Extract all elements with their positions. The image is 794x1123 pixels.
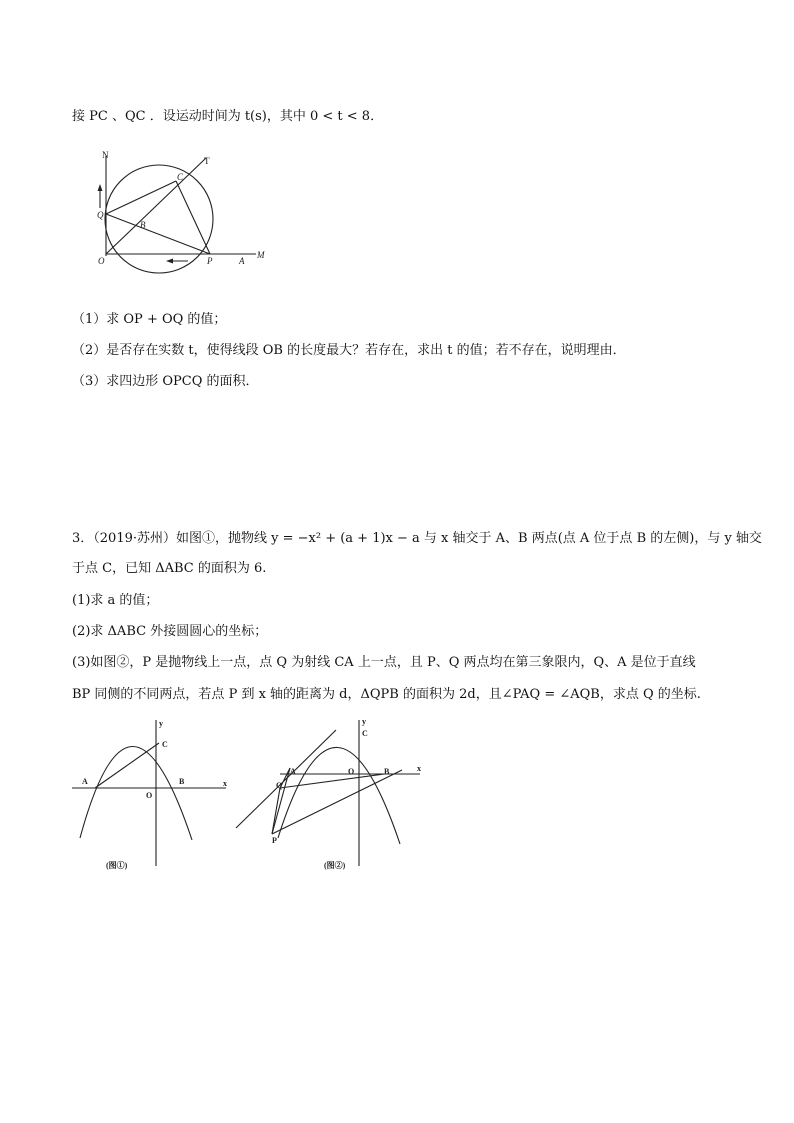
question-2: （2）是否存在实数 t，使得线段 OB 的长度最大？若存在，求出 t 的值；若不存在，说明理由． [72, 343, 626, 358]
question-1: （1）求 OP + OQ 的值； [72, 312, 227, 327]
fig1-label-O: O [146, 791, 153, 800]
label-T: T [204, 156, 210, 166]
label-A: A [239, 256, 245, 266]
label-M: M [257, 250, 265, 260]
problem3-question-3-line1: (3)如图②，P 是抛物线上一点，点 Q 为射线 CA 上一点，且 P、Q 两点均在第三象限内，Q、A 是位于直线 [72, 655, 696, 670]
fig1-label-x: x [223, 779, 227, 788]
question-3: （3）求四边形 OPCQ 的面积． [72, 374, 259, 389]
fig2-label-P: P [272, 836, 277, 845]
parabola-figure-1 [68, 716, 233, 874]
label-N: N [102, 150, 109, 160]
label-O: O [98, 256, 105, 266]
fig2-label-O: O [348, 767, 355, 776]
label-B: B [140, 220, 146, 230]
problem3-question-2: (2)求 ΔABC 外接圆圆心的坐标； [72, 624, 268, 639]
circle-figure [88, 148, 278, 288]
problem2-intro: 接 PC 、QC ．设运动时间为 t(s)，其中 0 < t < 8． [72, 109, 384, 124]
fig2-label-B: B [384, 767, 390, 776]
fig1-label-C: C [162, 740, 168, 749]
problem3-statement-line2: 于点 C，已知 ΔABC 的面积为 6. [72, 561, 267, 576]
problem3-question-3-line2: BP 同侧的不同两点，若点 P 到 x 轴的距离为 d，ΔQPB 的面积为 2d，且∠PAQ = ∠AQB，求点 Q 的坐标. [72, 687, 701, 702]
fig1-caption: (图①) [106, 861, 128, 870]
fig2-label-y: y [362, 717, 366, 726]
fig1-label-B: B [179, 777, 185, 786]
fig1-label-A: A [82, 777, 88, 786]
problem3-statement-line1: 3．（2019·苏州）如图①，抛物线 y = −x² + (a + 1)x − a 与 x 轴交于 A、B 两点(点 A 位于点 B 的左侧)，与 y 轴交 [72, 531, 762, 546]
fig1-label-y: y [159, 719, 163, 728]
fig2-label-x: x [417, 764, 421, 773]
fig2-label-A: A [290, 767, 296, 776]
problem3-question-1: (1)求 a 的值； [72, 593, 159, 608]
fig2-label-Q: Q [276, 781, 283, 790]
label-P: P [207, 256, 213, 266]
label-Q: Q [97, 210, 104, 220]
fig2-label-C: C [362, 729, 368, 738]
parabola-figure-2 [232, 716, 432, 874]
fig2-caption: (图②) [324, 861, 346, 870]
label-C: C [177, 172, 184, 182]
